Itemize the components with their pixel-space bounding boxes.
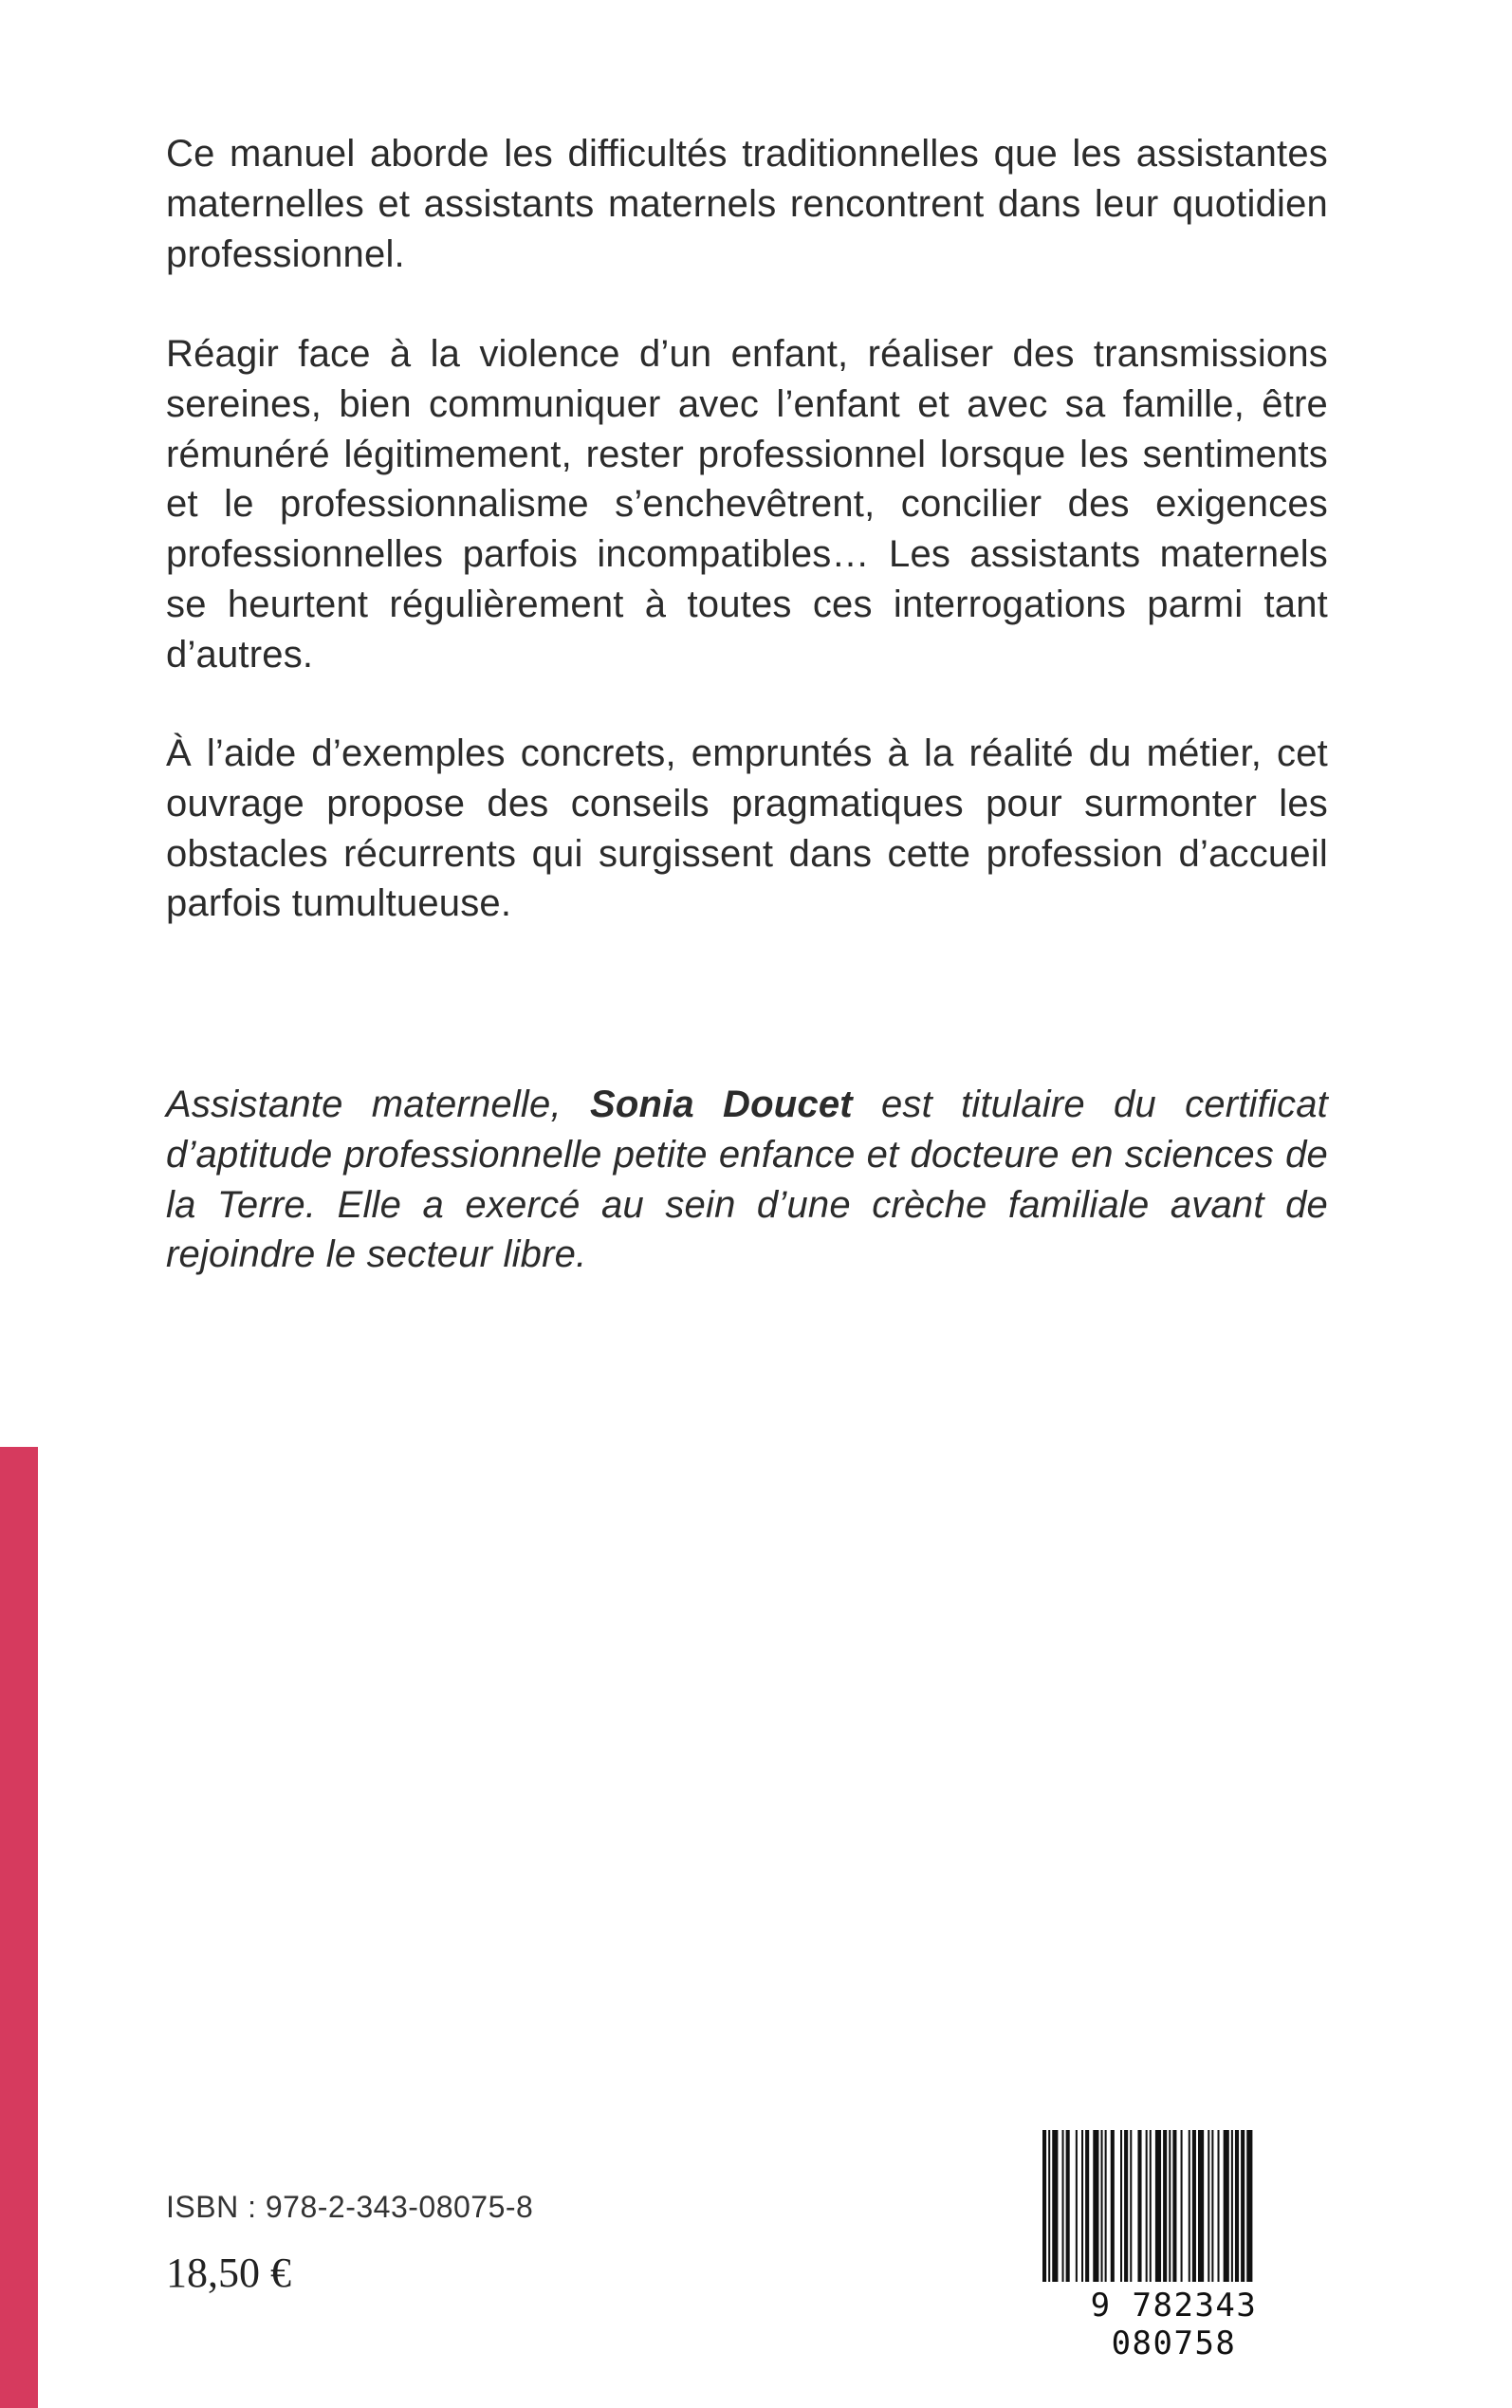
accent-bar [0, 1447, 38, 2408]
barcode-bar [1137, 2130, 1141, 2282]
barcode-bar [1211, 2130, 1213, 2282]
barcode-bar [1189, 2130, 1190, 2282]
barcode-bar [1042, 2130, 1046, 2282]
barcode-bar [1062, 2130, 1064, 2282]
barcode-bar [1146, 2130, 1148, 2282]
barcode-bar [1150, 2130, 1152, 2282]
barcode-bar [1224, 2130, 1229, 2282]
barcode-bar [1093, 2130, 1098, 2282]
barcode [1029, 2121, 1318, 2362]
approach-paragraph: À l’aide d’exemples concrets, empruntés à la réalité du métier, cet ouvrage propose des conseils pragmatiques pour surmonter les obstacles récurrents qui surgissent dans cette profession d’accueil parfois tumultueuse. [166, 732, 1328, 925]
barcode-bar [1163, 2130, 1167, 2282]
isbn-text: ISBN : 978-2-343-08075-8 [166, 2190, 534, 2224]
intro-paragraph: Ce manuel aborde les difficultés traditionnelles que les assistantes maternelles et assistants maternels rencontrent dans leur quotidien professionnel. [166, 133, 1328, 275]
barcode-bar [1048, 2130, 1050, 2282]
barcode-bar [1052, 2130, 1058, 2282]
barcode-bar [1172, 2130, 1176, 2282]
barcode-bar [1105, 2130, 1107, 2282]
bio-suffix: est titulaire du certificat d’aptitude professionnelle petite enfance et docteure en sciences de la Terre. Elle a exercé au sein d’une crèche familiale avant de rejoindre le secteur libre. [166, 1084, 1328, 1276]
barcode-icon [1039, 2130, 1309, 2282]
barcode-bar [1120, 2130, 1122, 2282]
barcode-bar [1081, 2130, 1083, 2282]
author-name: Sonia Doucet [589, 1084, 853, 1125]
price-text: 18,50 € [166, 2250, 291, 2296]
barcode-bar [1235, 2130, 1239, 2282]
barcode-bar [1181, 2130, 1183, 2282]
barcode-bar [1192, 2130, 1196, 2282]
barcode-bar [1198, 2130, 1204, 2282]
topics-paragraph: Réagir face à la violence d’un enfant, réaliser des transmissions sereines, bien communiquer avec l’enfant et avec sa famille, être rémunéré légitimement, rester professionnel lorsque les sentiments et le professionnalisme s’enchevêtrent, concilier des exigences professionnelles parfois incompatibles… Les assistants maternels se heurtent régulièrement à toutes ces interrogations parmi tant d’autres. [166, 333, 1328, 676]
author-bio [166, 1080, 1328, 1280]
barcode-bar [1241, 2130, 1245, 2282]
barcode-bar [1231, 2130, 1233, 2282]
barcode-bar [1218, 2130, 1220, 2282]
barcode-bar [1208, 2130, 1209, 2282]
bio-prefix: Assistante maternelle, [166, 1084, 590, 1125]
barcode-bar [1155, 2130, 1161, 2282]
barcode-bar [1085, 2130, 1089, 2282]
barcode-bar [1169, 2130, 1171, 2282]
barcode-bar [1124, 2130, 1128, 2282]
barcode-bar [1111, 2130, 1115, 2282]
barcode-bar [1101, 2130, 1103, 2282]
barcode-digits: 9 782343 080758 [1090, 2287, 1258, 2362]
barcode-bar [1066, 2130, 1070, 2282]
barcode-bar [1076, 2130, 1078, 2282]
barcode-bar [1130, 2130, 1132, 2282]
barcode-bar [1246, 2130, 1252, 2282]
